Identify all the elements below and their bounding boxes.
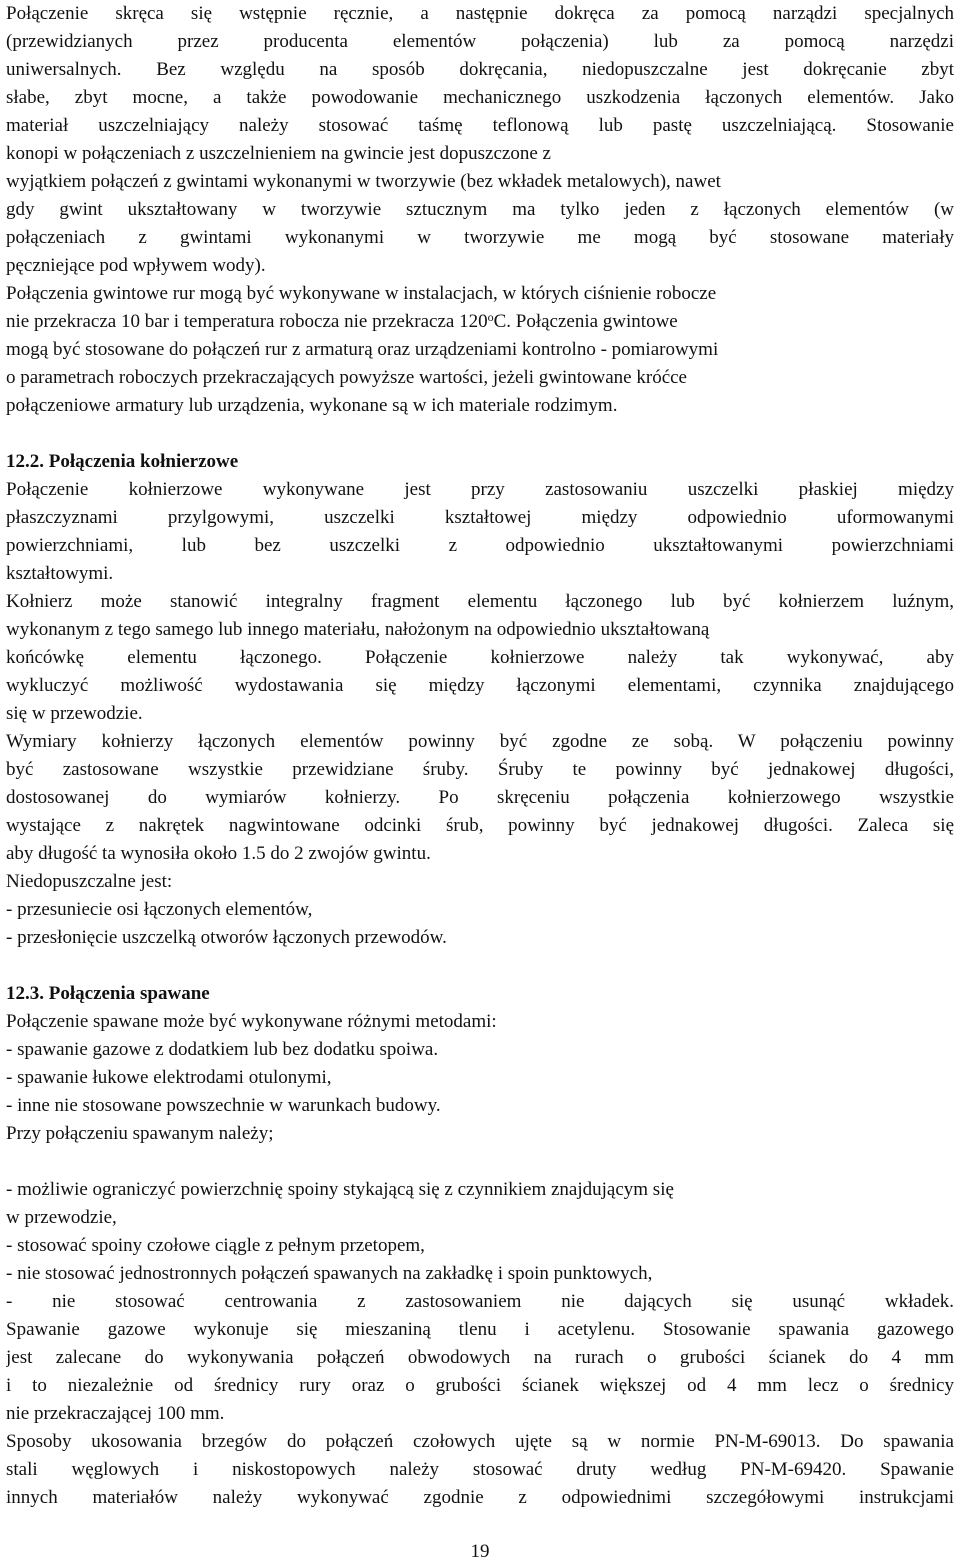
text-line: Niedopuszczalne jest: (6, 871, 173, 892)
section-heading: 12.2. Połączenia kołnierzowe (6, 451, 239, 472)
text-line: płaszczyznami przylgowymi, uszczelki kształtowej między odpowiednio uformowanymi (6, 507, 954, 528)
text-line: - przesłonięcie uszczelką otworów łączonych przewodów. (6, 927, 447, 948)
text-line: Przy połączeniu spawanym należy; (6, 1123, 274, 1144)
text-line: gdy gwint ukształtowany w tworzywie sztucznym ma tylko jeden z łączonych elementów (w (6, 199, 954, 220)
degree-superscript: o (487, 310, 494, 324)
text-segment: C. Połączenia gwintowe (493, 311, 678, 332)
section-heading: 12.3. Połączenia spawane (6, 983, 210, 1004)
text-line: - możliwie ograniczyć powierzchnię spoiny stykającą się z czynnikiem znajdującym się (6, 1179, 674, 1200)
text-line: - spawanie gazowe z dodatkiem lub bez dodatku spoiwa. (6, 1039, 439, 1060)
text-line: końcówkę elementu łączonego. Połączenie kołnierzowe należy tak wykonywać, aby (6, 647, 954, 668)
text-line: aby długość ta wynosiła około 1.5 do 2 zwojów gwintu. (6, 843, 431, 864)
text-line: i to niezależnie od średnicy rury oraz o grubości ścianek większej od 4 mm lecz o średnicy (6, 1375, 954, 1396)
text-line: się w przewodzie. (6, 703, 143, 724)
text-line: w przewodzie, (6, 1207, 117, 1228)
text-line: stali węglowych i niskostopowych należy stosować druty według PN-M-69420. Spawanie (6, 1459, 954, 1480)
document-body (6, 0, 954, 1512)
text-line: powierzchniami, lub bez uszczelki z odpowiednio ukształtowanymi powierzchniami (6, 535, 954, 556)
text-line: uniwersalnych. Bez względu na sposób dokręcania, niedopuszczalne jest dokręcanie zbyt (6, 59, 954, 80)
text-line: jest zalecane do wykonywania połączeń obwodowych na rurach o grubości ścianek do 4 mm (6, 1347, 954, 1368)
text-line: o parametrach roboczych przekraczających powyższe wartości, jeżeli gwintowane króćce (6, 367, 687, 388)
text-line: konopi w połączeniach z uszczelnieniem na gwincie jest dopuszczone z (6, 143, 551, 164)
text-line: innych materiałów należy wykonywać zgodnie z odpowiednimi szczegółowymi instrukcjami (6, 1487, 954, 1508)
text-line: pęczniejące pod wpływem wody). (6, 255, 266, 276)
page-number: 19 (470, 1541, 490, 1562)
text-line: Sposoby ukosowania brzegów do połączeń czołowych ujęte są w normie PN-M-69013. Do spawania (6, 1431, 954, 1452)
text-line: słabe, zbyt mocne, a także powodowanie mechanicznego uszkodzenia łączonych elementów. Jako (6, 87, 954, 108)
blank-line (6, 420, 954, 448)
text-line: - inne nie stosowane powszechnie w warunkach budowy. (6, 1095, 441, 1116)
blank-line (6, 952, 954, 980)
text-line: Wymiary kołnierzy łączonych elementów powinny być zgodne ze sobą. W połączeniu powinny (6, 731, 954, 752)
text-line: dostosowanej do wymiarów kołnierzy. Po skręceniu połączenia kołnierzowego wszystkie (6, 787, 954, 808)
text-line: Połączenie skręca się wstępnie ręcznie, a następnie dokręca za pomocą narządzi specjalnych (6, 3, 954, 24)
text-line: Spawanie gazowe wykonuje się mieszaniną tlenu i acetylenu. Stosowanie spawania gazowego (6, 1319, 954, 1340)
text-line: mogą być stosowane do połączeń rur z armaturą oraz urządzeniami kontrolno - pomiarowymi (6, 339, 719, 360)
text-line: Połączenia gwintowe rur mogą być wykonywane w instalacjach, w których ciśnienie robocze (6, 283, 717, 304)
text-line: - stosować spoiny czołowe ciągle z pełnym przetopem, (6, 1235, 425, 1256)
text-line: Połączenie spawane może być wykonywane różnymi metodami: (6, 1011, 497, 1032)
text-line: materiał uszczelniający należy stosować taśmę teflonową lub pastę uszczelniającą. Stosowanie (6, 115, 954, 136)
text-line: wyjątkiem połączeń z gwintami wykonanymi w tworzywie (bez wkładek metalowych), nawet (6, 171, 721, 192)
text-line: wykonanym z tego samego lub innego materiału, nałożonym na odpowiednio ukształtowaną (6, 619, 710, 640)
text-line: - spawanie łukowe elektrodami otulonymi, (6, 1067, 332, 1088)
text-line: Kołnierz może stanowić integralny fragment elementu łączonego lub być kołnierzem luźnym, (6, 591, 954, 612)
text-line: - przesuniecie osi łączonych elementów, (6, 899, 313, 920)
text-line: (przewidzianych przez producenta elementów połączenia) lub za pomocą narzędzi (6, 31, 954, 52)
text-line: - nie stosować centrowania z zastosowaniem nie dających się usunąć wkładek. (6, 1291, 954, 1312)
blank-line (6, 1148, 954, 1176)
text-line (6, 308, 954, 336)
text-line: kształtowymi. (6, 563, 114, 584)
text-line: - nie stosować jednostronnych połączeń spawanych na zakładkę i spoin punktowych, (6, 1263, 653, 1284)
text-line: wykluczyć możliwość wydostawania się między łączonymi elementami, czynnika znajdującego (6, 675, 954, 696)
text-line: nie przekraczającej 100 mm. (6, 1403, 225, 1424)
text-line: wystające z nakrętek nagwintowane odcinki śrub, powinny być jednakowej długości. Zaleca się (6, 815, 954, 836)
text-line: być zastosowane wszystkie przewidziane śruby. Śruby te powinny być jednakowej długości, (6, 759, 954, 780)
text-line: połączeniach z gwintami wykonanymi w tworzywie me mogą być stosowane materiały (6, 227, 954, 248)
text-segment: nie przekracza 10 bar i temperatura robocza nie przekracza 120 (6, 311, 488, 332)
text-line: połączeniowe armatury lub urządzenia, wykonane są w ich materiale rodzimym. (6, 395, 618, 416)
text-line: Połączenie kołnierzowe wykonywane jest przy zastosowaniu uszczelki płaskiej między (6, 479, 954, 500)
